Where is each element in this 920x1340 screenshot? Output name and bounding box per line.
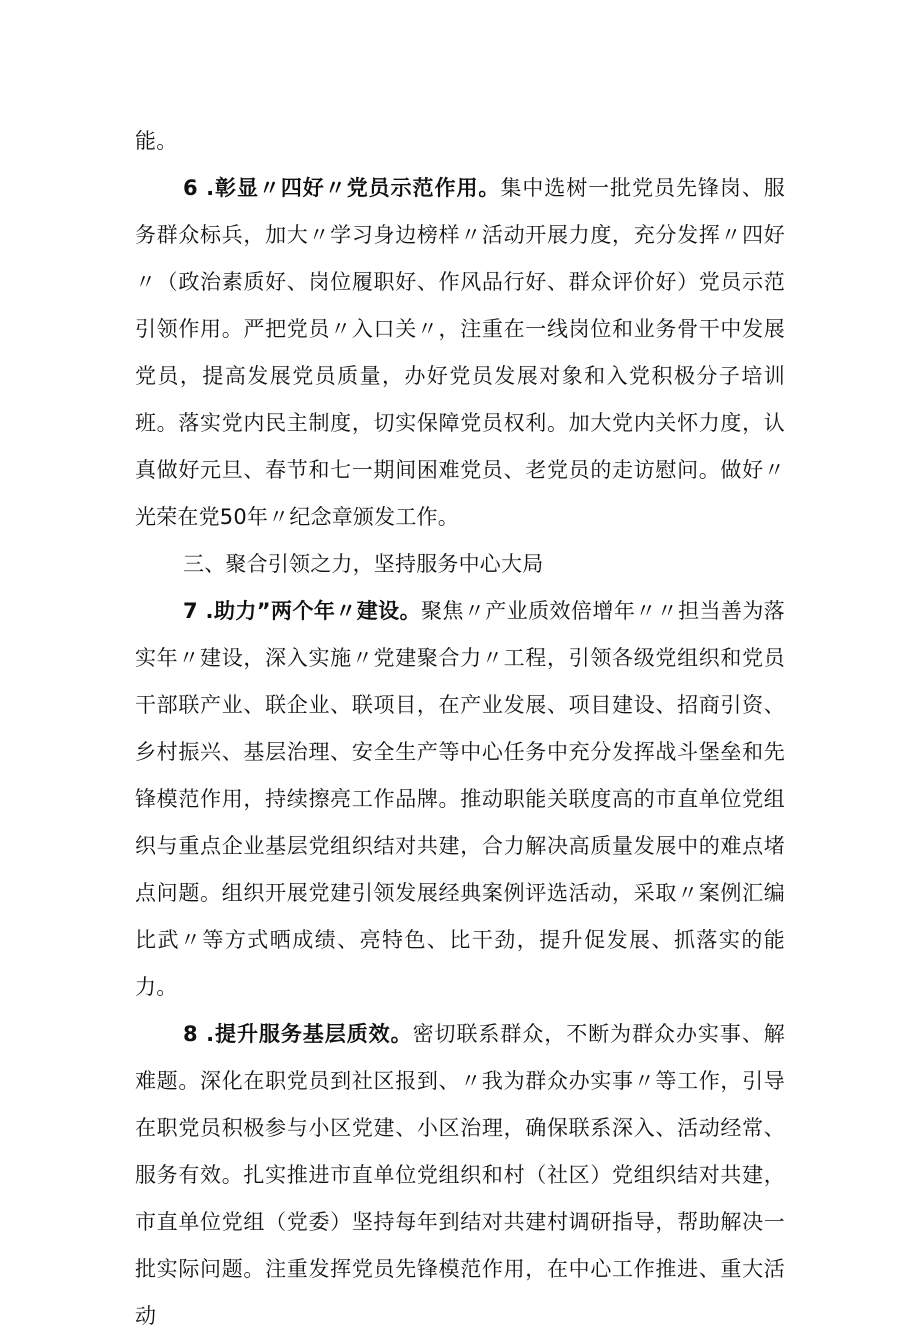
section-title: 三、聚合引领之力，坚持服务中心大局 <box>183 552 544 576</box>
paragraph-text: 能。 <box>135 129 178 153</box>
paragraph-item-8 <box>135 1011 785 1340</box>
paragraph-continuation <box>135 118 785 165</box>
document-body <box>135 118 785 1340</box>
paragraph-text: 聚焦〃产业质效倍增年〃〃担当善为落实年〃建设，深入实施〃党建聚合力〃工程，引领各级党组织和党员干部联产业、联企业、联项目，在产业发展、项目建设、招商引资、乡村振兴、基层治理、安全生产等中心任务中充分发挥战斗堡垒和先锋模范作用，持续擦亮工作品牌。推动职能关联度高的市直单位党组织与重点企业基层党组织结对共建，合力解决高质量发展中的难点堵点问题。组织开展党建引领发展经典案例评选活动，采取〃案例汇编比武〃等方式晒成绩、亮特色、比干劲，提升促发展、抓落实的能力。 <box>135 599 785 999</box>
item-heading: 8 .提升服务基层质效。 <box>183 1022 413 1046</box>
item-heading: 7 .助力”两个年〃建设。 <box>183 599 421 623</box>
paragraph-item-7 <box>135 588 785 1011</box>
paragraph-item-6 <box>135 165 785 541</box>
paragraph-text: 密切联系群众，不断为群众办实事、解难题。深化在职党员到社区报到、〃我为群众办实事〃等工作，引导在职党员积极参与小区党建、小区治理，确保联系深入、活动经常、服务有效。扎实推进市直单位党组织和村（社区）党组织结对共建，市直单位党组（党委）坚持每年到结对共建村调研指导，帮助解决一批实际问题。注重发挥党员先锋模范作用，在中心工作推进、重大活动 <box>135 1022 785 1328</box>
section-heading <box>135 541 785 588</box>
item-heading: 6 .彰显〃四好〃党员示范作用。 <box>183 176 501 200</box>
paragraph-text: 集中选树一批党员先锋岗、服务群众标兵，加大〃学习身边榜样〃活动开展力度，充分发挥〃四好〃（政治素质好、岗位履职好、作风品行好、群众评价好）党员示范引领作用。严把党员〃入口关〃，注重在一线岗位和业务骨干中发展党员，提高发展党员质量，办好党员发展对象和入党积极分子培训班。落实党内民主制度，切实保障党员权利。加大党内关怀力度，认真做好元旦、春节和七一期间困难党员、老党员的走访慰问。做好〃光荣在党50年〃纪念章颁发工作。 <box>135 176 785 529</box>
